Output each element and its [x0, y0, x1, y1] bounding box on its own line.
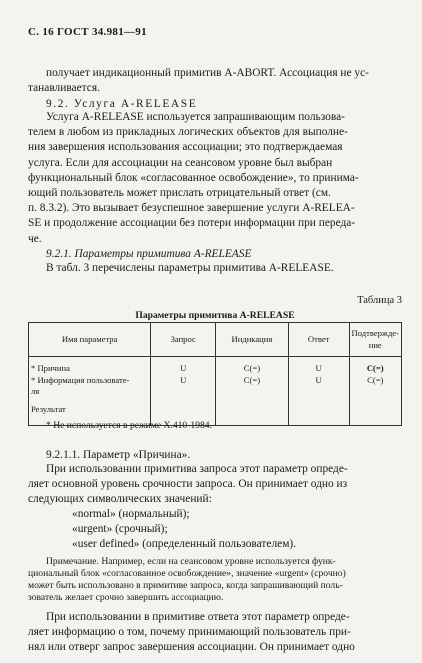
cell-response: U U — [288, 357, 349, 426]
col-header-indication: Индикация — [216, 323, 289, 357]
paragraph-reason-request: При использовании примитива запроса этот параметр опреде- ляет основной уровень срочности запроса. Он принимает одно из следующих символических значений: — [28, 463, 348, 506]
table-title: Параметры примитива A-RELEASE — [135, 310, 295, 321]
cell-param-names: * Причина * Информация пользовате- ля Результат — [29, 357, 151, 426]
cell-request: U U — [151, 357, 216, 426]
note-block: Примечание. Например, если на сеансовом уровне используется функ- циональный блок «согласованное освобождение», значение «urgent» (срочно) может быть использовано в примитиве запроса, когда запрашивающий поль- зователь желает срочно завершить ассоциацию. — [28, 556, 346, 603]
table-caption: Таблица 3 — [357, 295, 402, 306]
col-header-request: Запрос — [151, 323, 216, 357]
paragraph-release-service: Услуга A-RELEASE используется запрашивающим пользова- телем в любом из прикладных логических объектов для выполне- ния завершения использования ассоциации; это подтверждаемая услуга. Если для ассоциации на сеансовом уровне был выбран функциональный блок «согласованное освобождение», то принима- ющий пользователь может прислать отрицательный ответ (см. п. 8.3.2). Это вызывает безуспешное завершение услуги A-RELEA- SE и продолжение ассоциации без потери информации при переда- че. — [28, 111, 359, 245]
cell-indication: C(=) C(=) — [216, 357, 289, 426]
table-footnote: * Не используется в режиме X.410-1984. — [46, 420, 213, 431]
list-item: «normal» (нормальный); — [72, 508, 190, 520]
page-header: С. 16 ГОСТ 34.981—91 — [28, 26, 147, 38]
col-header-confirmation: Подтвержде- ние — [349, 323, 402, 357]
col-header-response: Ответ — [288, 323, 349, 357]
paragraph-abort: получает индикационный примитив A-ABORT. Ассоциация не ус- танавливается. — [28, 67, 369, 95]
paragraph-reason-response: При использовании в примитиве ответа этот параметр опреде- ляет информацию о том, почему принимающий пользователь при- нял или отверг запрос завершения ассоциации. Он принимает одно — [28, 611, 355, 654]
paragraph-table-ref: В табл. 3 перечислены параметры примитива A-RELEASE. — [46, 262, 334, 274]
parameters-table — [28, 322, 402, 426]
col-header-name: Имя параметра — [29, 323, 151, 357]
section-9-2-1-1-heading: 9.2.1.1. Параметр «Причина». — [46, 449, 191, 461]
list-item: «urgent» (срочный); — [72, 523, 168, 535]
section-9-2-heading: 9.2. Услуга A-RELEASE — [46, 98, 198, 110]
cell-confirmation: C(=) C(=) — [349, 357, 402, 426]
table-row — [29, 357, 402, 426]
section-9-2-1-heading: 9.2.1. Параметры примитива A-RELEASE — [46, 248, 252, 260]
list-item: «user defined» (определенный пользователем). — [72, 538, 297, 550]
